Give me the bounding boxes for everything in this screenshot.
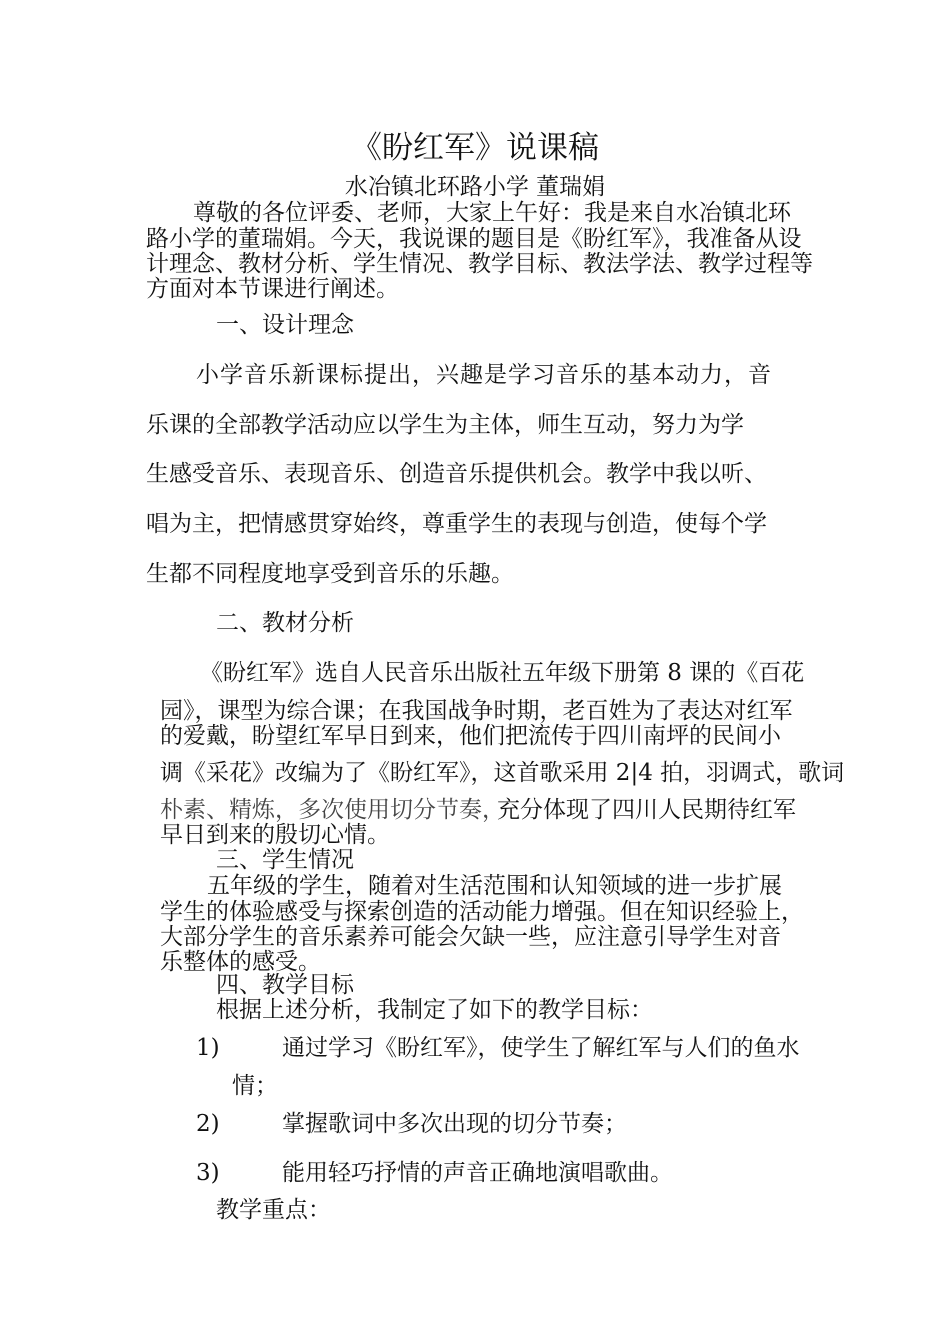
author-line: 水冶镇北环路小学 董瑞娟 [344, 174, 606, 200]
section-heading: 四、教学目标 [216, 972, 354, 998]
paragraph-line: 的爱戴，盼望红军早日到来，他们把流传于四川南坪的民间小 [160, 723, 781, 749]
goal-text-continued: 情； [232, 1073, 278, 1099]
goal-number: 2) [196, 1111, 220, 1137]
paragraph-line: 早日到来的殷切心情。 [160, 822, 390, 848]
paragraph-line: 乐整体的感受。 [160, 949, 321, 975]
section-heading: 一、设计理念 [216, 312, 354, 338]
paragraph-line: 充分体现了四川人民期待红军 [497, 797, 796, 823]
paragraph-line: 乐课的全部教学活动应以学生为主体，师生互动，努力为学 [146, 412, 744, 438]
goal-number: 1) [196, 1035, 220, 1061]
paragraph-line: 小学音乐新课标提出，兴趣是学习音乐的基本动力，音 [196, 362, 772, 388]
intro-line: 尊敬的各位评委、老师，大家上午好：我是来自水冶镇北环 [193, 200, 791, 226]
goal-number: 3) [196, 1160, 220, 1186]
goal-text: 掌握歌词中多次出现的切分节奏； [282, 1111, 627, 1137]
paragraph-line: 调《采花》改编为了《盼红军》，这首歌采用 2|4 拍，羽调式，歌词 [160, 760, 845, 786]
paragraph-line: 唱为主，把情感贯穿始终，尊重学生的表现与创造，使每个学 [146, 511, 767, 537]
section-heading: 二、教材分析 [216, 610, 354, 636]
paragraph-line: 《盼红军》选自人民音乐出版社五年级下册第 8 课的《百花 [200, 660, 805, 686]
document-title: 《盼红军》说课稿 [351, 130, 599, 166]
goal-text: 通过学习《盼红军》，使学生了解红军与人们的鱼水 [282, 1035, 800, 1061]
key-points-label: 教学重点： [216, 1197, 331, 1223]
paragraph-line: 生感受音乐、表现音乐、创造音乐提供机会。教学中我以听、 [146, 461, 767, 487]
paragraph-line: 大部分学生的音乐素养可能会欠缺一些，应注意引导学生对音 [160, 924, 781, 950]
intro-line: 路小学的董瑞娟。今天，我说课的题目是《盼红军》，我准备从设 [146, 226, 802, 252]
paragraph-line: 生都不同程度地享受到音乐的乐趣。 [146, 561, 514, 587]
paragraph-line: 园》，课型为综合课；在我国战争时期，老百姓为了表达对红军 [160, 698, 793, 724]
section-heading: 三、学生情况 [216, 847, 354, 873]
goal-text: 能用轻巧抒情的声音正确地演唱歌曲。 [282, 1160, 673, 1186]
goals-lead: 根据上述分析，我制定了如下的教学目标： [216, 997, 653, 1023]
paragraph-line: 学生的体验感受与探索创造的活动能力增强。但在知识经验上， [160, 899, 804, 925]
intro-line: 方面对本节课进行阐述。 [146, 276, 399, 302]
intro-line: 计理念、教材分析、学生情况、教学目标、教法学法、教学过程等 [146, 251, 813, 277]
paragraph-line: 朴素、精炼，多次使用切分节奏， [160, 797, 505, 823]
paragraph-line: 五年级的学生，随着对生活范围和认知领域的进一步扩展 [207, 873, 782, 899]
